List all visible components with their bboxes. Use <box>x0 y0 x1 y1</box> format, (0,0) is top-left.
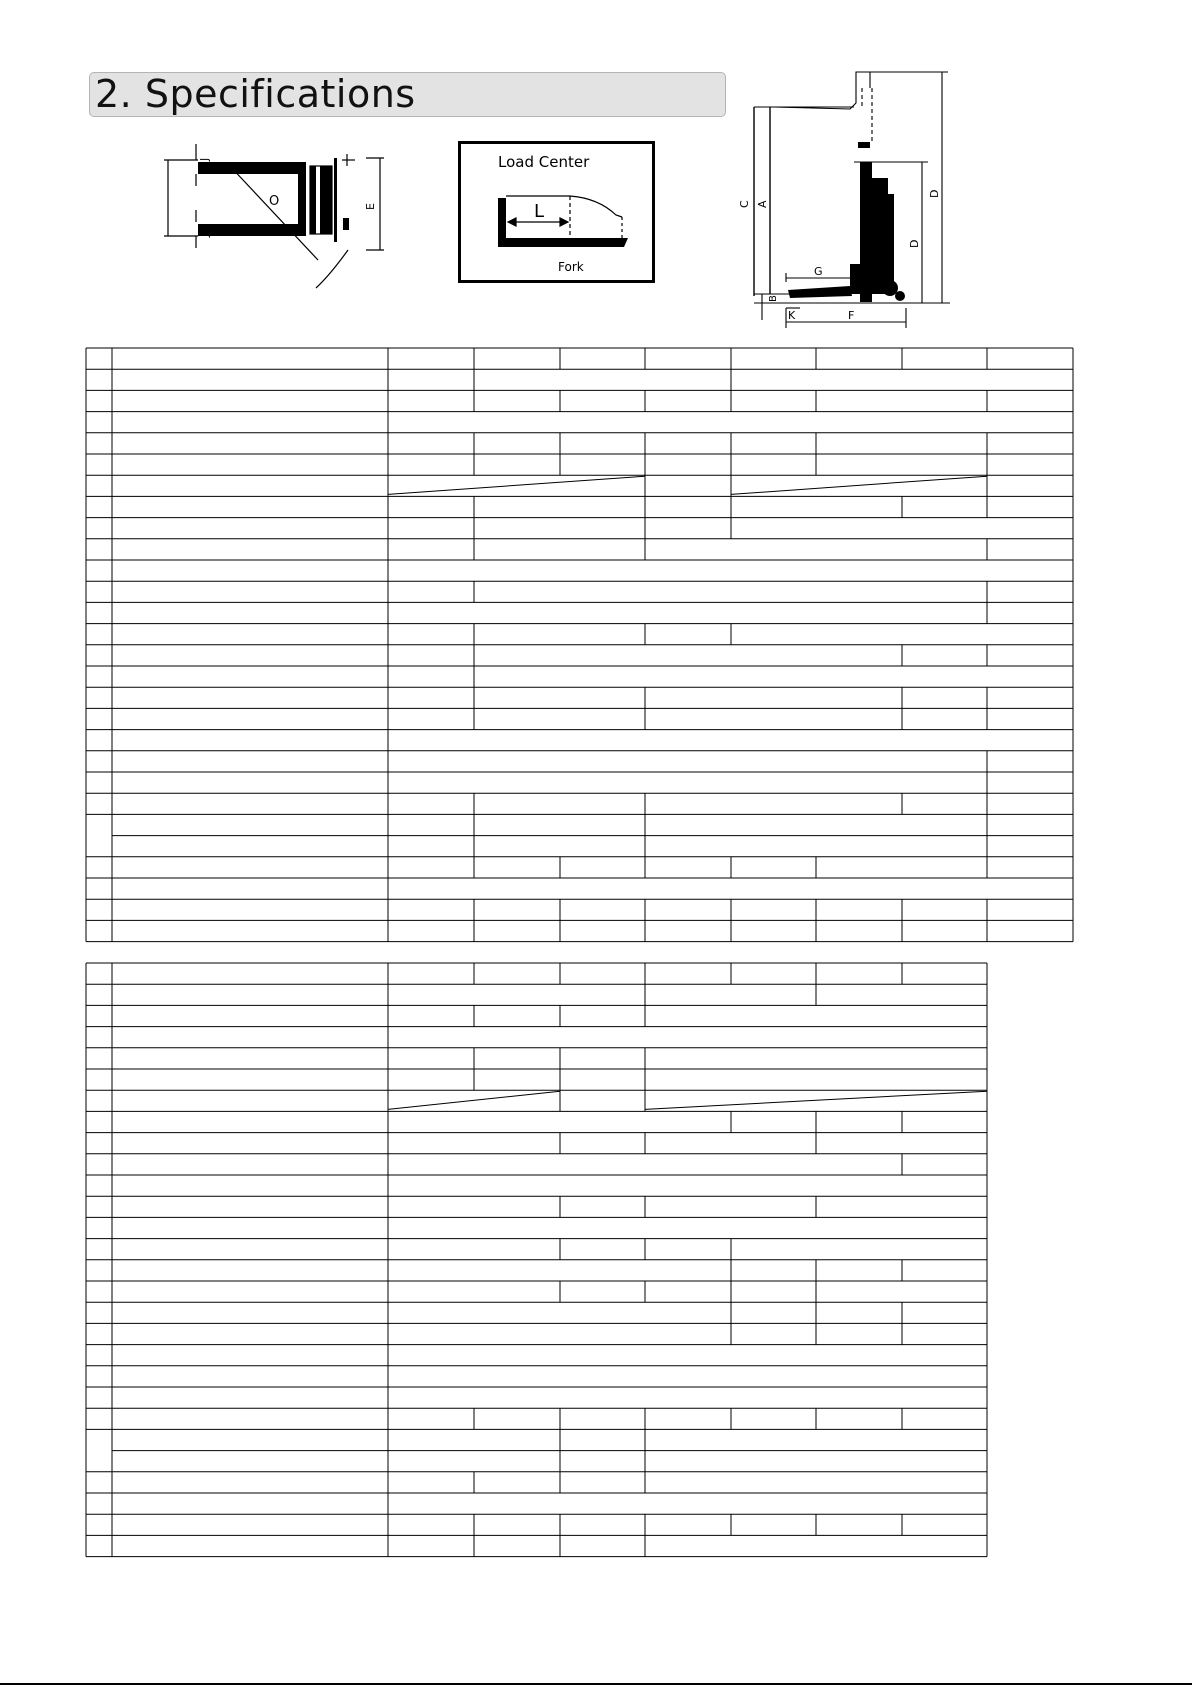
dimension-label-c: C <box>738 200 751 208</box>
dimension-label-g: G <box>814 265 823 278</box>
fork-label: Fork <box>558 260 584 274</box>
dimension-label-b: B <box>768 295 779 302</box>
dimension-label-k: K <box>788 309 796 322</box>
dimension-label-j-bottom: J <box>198 233 211 237</box>
dimension-label-j-top: J <box>198 157 211 161</box>
dimension-label-o: O <box>269 194 280 209</box>
dimension-label-d-outer: D <box>928 189 941 198</box>
load-center-title: Load Center <box>498 153 590 171</box>
spec-table-2-na-diagonal <box>645 1091 987 1109</box>
dimension-label-d-inner: D <box>908 239 921 248</box>
spec-table-2-na-diagonal <box>388 1091 560 1109</box>
dimension-label-f: F <box>848 309 855 322</box>
dimension-label-e: E <box>364 203 377 210</box>
dimension-label-a: A <box>756 200 769 208</box>
section-title: 2. Specifications <box>95 72 416 116</box>
load-length-label: L <box>534 201 545 222</box>
